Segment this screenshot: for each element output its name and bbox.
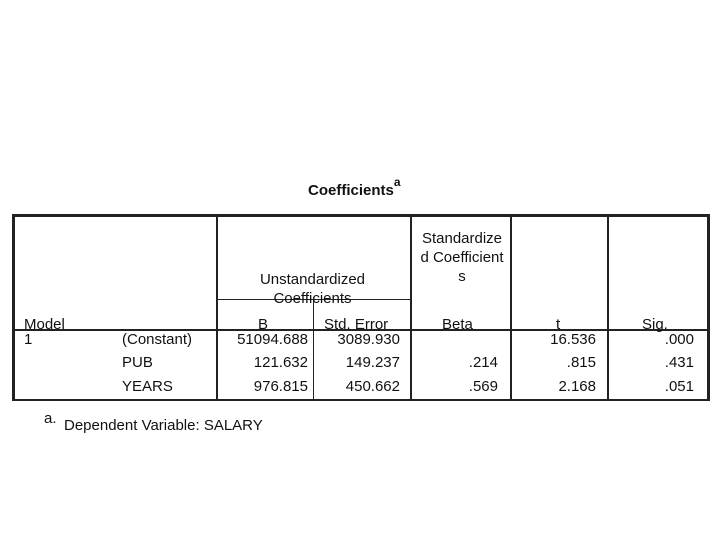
row-std-error: 149.237	[345, 354, 400, 371]
row-std-error: 450.662	[345, 378, 400, 395]
row-variable-name: (Constant)	[122, 331, 193, 348]
header-unstandardized-text: Unstandardized Coefficients	[259, 271, 366, 307]
header-std-error: Std. Error	[324, 316, 389, 333]
header-sig: Sig.	[642, 316, 668, 333]
title-footnote-marker: a	[393, 175, 401, 189]
header-standardized	[418, 229, 506, 286]
footnote-text: Dependent Variable: SALARY	[64, 417, 263, 434]
table-title	[308, 175, 401, 199]
table-left-border	[12, 214, 15, 401]
header-beta: Beta	[442, 316, 473, 333]
header-unstandardized	[245, 270, 380, 308]
row-t: .815	[566, 354, 596, 371]
table-right-border	[707, 214, 710, 401]
footnote-marker: a.	[44, 410, 57, 427]
row-b: 976.815	[253, 378, 308, 395]
row-std-error: 3089.930	[337, 331, 400, 348]
header-t: t	[556, 316, 561, 333]
row-variable-name: PUB	[122, 354, 153, 371]
row-t: 16.536	[550, 331, 596, 348]
table-top-border	[12, 214, 710, 217]
header-model: Model	[24, 316, 65, 333]
row-t: 2.168	[558, 378, 596, 395]
row-sig: .051	[664, 378, 694, 395]
col-divider-t-sig	[607, 214, 609, 401]
row-sig: .000	[664, 331, 694, 348]
row-model: 1	[24, 331, 33, 348]
table-title-text: Coefficients	[308, 182, 394, 199]
header-b: B	[258, 316, 269, 333]
col-divider-beta-t	[510, 214, 512, 401]
header-standardized-text: Standardized Coefficients	[420, 230, 504, 285]
row-variable-name: YEARS	[122, 378, 173, 395]
row-sig: .431	[664, 354, 694, 371]
row-beta: .214	[468, 354, 498, 371]
row-b: 51094.688	[237, 331, 308, 348]
table-bottom-border	[12, 399, 710, 401]
row-beta: .569	[468, 378, 498, 395]
row-b: 121.632	[253, 354, 308, 371]
col-divider-name-b	[216, 214, 218, 401]
col-divider-se-beta	[410, 214, 412, 401]
